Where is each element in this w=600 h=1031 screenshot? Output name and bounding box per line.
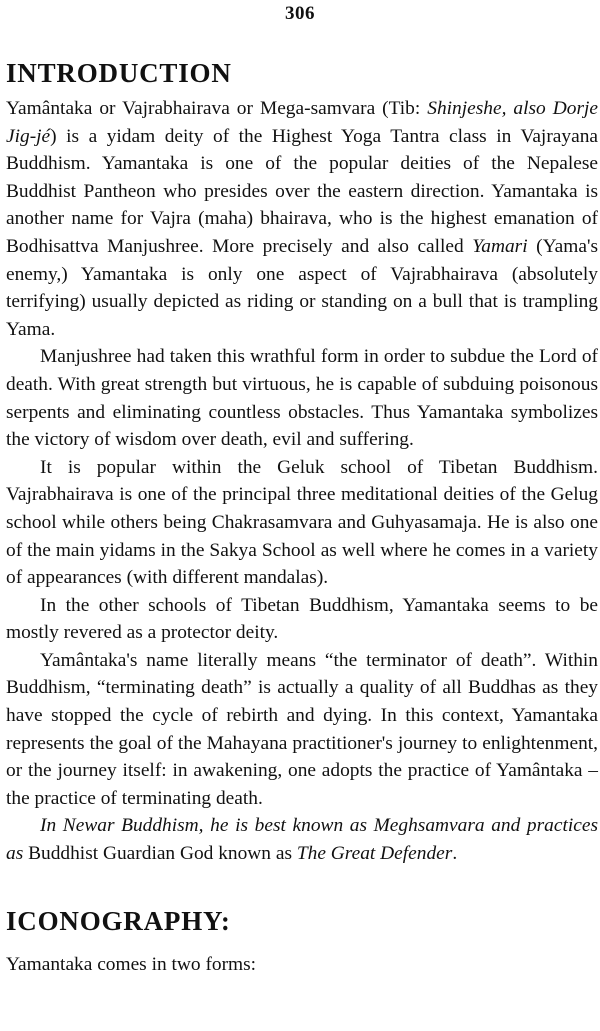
p6-period: . (452, 843, 458, 865)
p1-text-3: (Yama's enemy,) Yamantaka is only one aspect of Vajrabhairava (absolutely terrifying) usually depicted as riding or standing on a bull that is trampling Yama. (6, 235, 598, 340)
p1-tibetan-name: Shinjeshe, also Dorje Jig-jé (6, 98, 598, 147)
paragraph-6 (6, 812, 598, 867)
p1-text-2: ) is a yidam deity of the Highest Yoga Tantra class in Vajrayana Buddhism. Yamantaka is one of the popular deities of the Nepalese Buddhist Pantheon who presides over the eastern direction. Yamantaka is another name for Vajra (maha) bhairava, who is the highest emanation of Bodhisattva Manjushree. More precisely and also called (6, 125, 598, 257)
p6-text-italic: In Newar Buddhism, he is best known as Meghsamvara and practices as (6, 815, 598, 865)
paragraph-2: Manjushree had taken this wrathful form in order to subdue the Lord of death. With great strength but virtuous, he is capable of subduing poisonous serpents and eliminating countless obstacles. Thus Yamantaka symbolizes the victory of wisdom over death, evil and suffering. (6, 346, 598, 451)
paragraph-3: It is popular within the Geluk school of Tibetan Buddhism. Vajrabhairava is one of the principal three meditational deities of the Gelug school while others being Chakrasamvara and Guhyasamaja. He is also one of the main yidams in the Sakya School as well where he comes in a variety of appearances (with different mandalas). (6, 456, 598, 589)
paragraph-4: In the other schools of Tibetan Buddhism, Yamantaka seems to be mostly revered as a protector deity. (6, 594, 598, 644)
iconography-heading: ICONOGRAPHY: (6, 906, 231, 936)
p6-great-defender: The Great Defender (296, 843, 453, 865)
paragraph-1 (6, 95, 598, 343)
iconography-line: Yamantaka comes in two forms: (6, 954, 257, 975)
introduction-body (6, 95, 598, 868)
introduction-heading: INTRODUCTION (6, 58, 232, 88)
p1-yamari: Yamari (472, 235, 528, 257)
paragraph-5: Yamântaka's name literally means “the terminator of death”. Within Buddhism, “terminating death” is actually a quality of all Buddhas as they have stopped the cycle of rebirth and dying. In this context, Yamantaka represents the goal of the Mahayana practitioner's journey to enlightenment, or the journey itself: in awakening, one adopts the practice of Yamântaka – the practice of terminating death. (6, 649, 598, 809)
p1-text-1: Yamântaka or Vajrabhairava or Mega-samvara (Tib: (6, 98, 428, 119)
p6-text-roman: Buddhist Guardian God known as (23, 843, 297, 865)
page-number: 306 (285, 3, 315, 24)
